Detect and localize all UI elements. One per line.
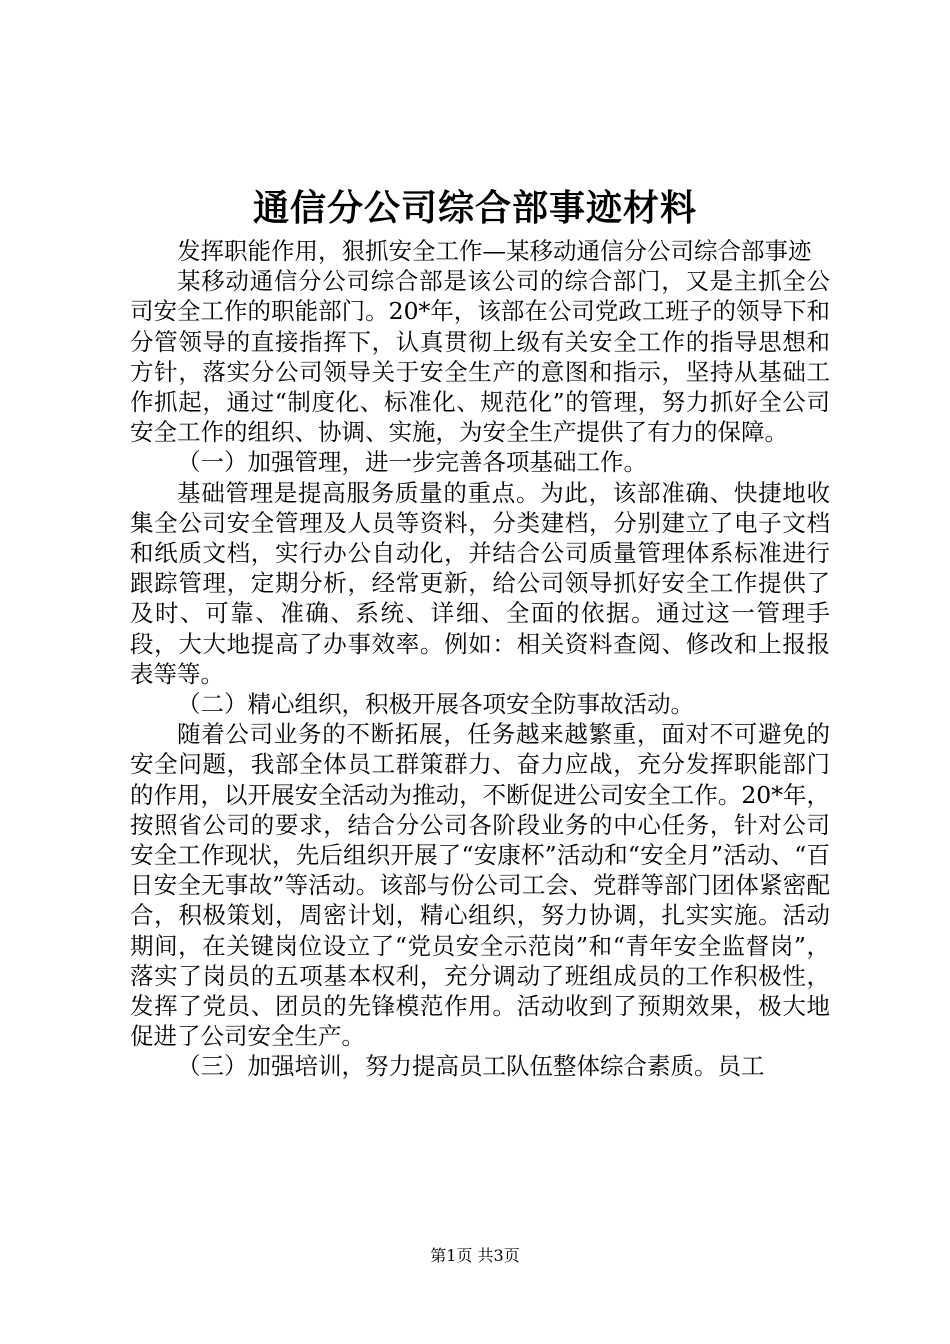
paragraph-section-2: 随着公司业务的不断拓展，任务越来越繁重，面对不可避免的安全问题，我部全体员工群策群力、奋力应战，充分发挥职能部门的作用，以开展安全活动为推动，不断促进公司安全工作。20*年，按照省公司的要求，结合分公司各阶段业务的中心任务，针对公司安全工作现状，先后组织开展了“安康杯”活动和“安全月”活动、“百日安全无事故”等活动。该部与份公司工会、党群等部门团体紧密配合，积极策划，周密计划，精心组织，努力协调，扎实实施。活动期间，在关键岗位设立了“党员安全示范岗”和“青年安全监督岗”，落实了岗员的五项基本权利，充分调动了班组成员的工作积极性，发挥了党员、团员的先锋模范作用。活动收到了预期效果，极大地促进了公司安全生产。: [130, 720, 830, 1051]
document-title: 通信分公司综合部事迹材料: [252, 187, 697, 229]
paragraph-subtitle: 发挥职能作用，狠抓安全工作—某移动通信分公司综合部事迹: [177, 237, 812, 265]
paragraph-intro: 某移动通信分公司综合部是该公司的综合部门，又是主抓全公司安全工作的职能部门。20*年，该部在公司党政工班子的领导下和分管领导的直接指挥下，认真贯彻上级有关安全工作的指导思想和方针，落实分公司领导关于安全生产的意图和指示，坚持从基础工作抓起，通过“制度化、标准化、规范化”的管理，努力抓好全公司安全工作的组织、协调、实施，为安全生产提供了有力的保障。: [130, 267, 830, 447]
section-heading-1: （一）加强管理，进一步完善各项基础工作。: [177, 448, 647, 477]
page-number-footer: 第1页 共3页: [430, 1246, 520, 1265]
section-heading-2: （二）精心组织，积极开展各项安全防事故活动。: [177, 690, 694, 719]
section-heading-3: （三）加强培训，努力提高员工队伍整体综合素质。员工: [177, 1052, 765, 1081]
document-body: [130, 236, 830, 1082]
paragraph-section-1: 基础管理是提高服务质量的重点。为此，该部准确、快捷地收集全公司安全管理及人员等资料，分类建档，分别建立了电子文档和纸质文档，实行办公自动化，并结合公司质量管理体系标准进行跟踪管理，定期分析，经常更新，给公司领导抓好安全工作提供了及时、可靠、准确、系统、详细、全面的依据。通过这一管理手段，大大地提高了办事效率。例如：相关资料查阅、修改和上报报表等等。: [130, 478, 830, 688]
